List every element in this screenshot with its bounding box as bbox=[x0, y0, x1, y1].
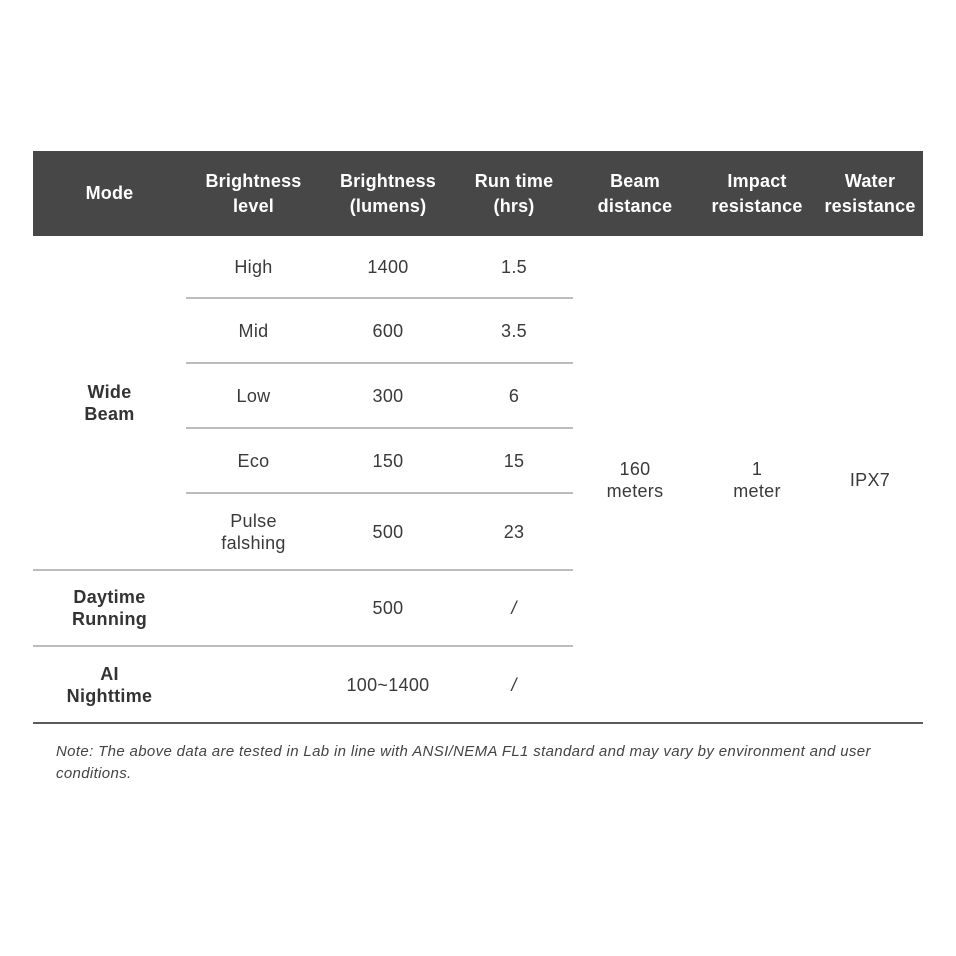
level-cell-empty bbox=[186, 646, 321, 723]
footnote: Note: The above data are tested in Lab in line with ANSI/NEMA FL1 standard and may vary by environment and user conditions. bbox=[56, 743, 871, 782]
level-cell: Pulse falshing bbox=[186, 493, 321, 570]
lumens-cell: 100~1400 bbox=[346, 675, 430, 695]
impact-resistance-value: 1 meter bbox=[733, 458, 781, 501]
lumens-cell: 1400 bbox=[321, 236, 455, 298]
spec-table bbox=[33, 151, 923, 723]
runtime-cell: / bbox=[511, 675, 517, 695]
header-brightness-lumens: Brightness (lumens) bbox=[321, 151, 455, 236]
table-row bbox=[33, 236, 923, 298]
lumens-cell: 500 bbox=[321, 493, 455, 570]
runtime-cell: 1.5 bbox=[455, 236, 573, 298]
header-water-resistance: Water resistance bbox=[817, 151, 923, 236]
mode-ai-nighttime: AI Nighttime bbox=[66, 664, 153, 706]
mode-daytime-running: Daytime Running bbox=[33, 570, 186, 646]
runtime-cell: / bbox=[455, 570, 573, 646]
lumens-cell: 150 bbox=[321, 428, 455, 493]
lumens-cell: 600 bbox=[321, 298, 455, 363]
lumens-cell: 300 bbox=[321, 363, 455, 428]
header-run-time: Run time (hrs) bbox=[455, 151, 573, 236]
table-bottom-rule bbox=[33, 722, 923, 724]
header-row bbox=[33, 151, 923, 236]
level-cell: High bbox=[186, 236, 321, 298]
level-cell: Mid bbox=[186, 298, 321, 363]
lumens-cell: 500 bbox=[321, 570, 455, 646]
beam-distance-value: 160 meters bbox=[606, 458, 664, 501]
header-mode: Mode bbox=[33, 151, 186, 236]
water-resistance-value: IPX7 bbox=[849, 469, 891, 490]
runtime-cell: 6 bbox=[455, 363, 573, 428]
level-cell: Eco bbox=[186, 428, 321, 493]
level-cell: Low bbox=[186, 363, 321, 428]
runtime-cell: 15 bbox=[455, 428, 573, 493]
mode-wide-beam: Wide Beam bbox=[33, 236, 186, 570]
header-impact-resistance: Impact resistance bbox=[697, 151, 817, 236]
level-cell-empty bbox=[186, 570, 321, 646]
header-beam-distance: Beam distance bbox=[573, 151, 697, 236]
header-brightness-level: Brightness level bbox=[186, 151, 321, 236]
runtime-cell: 23 bbox=[455, 493, 573, 570]
runtime-cell: 3.5 bbox=[455, 298, 573, 363]
